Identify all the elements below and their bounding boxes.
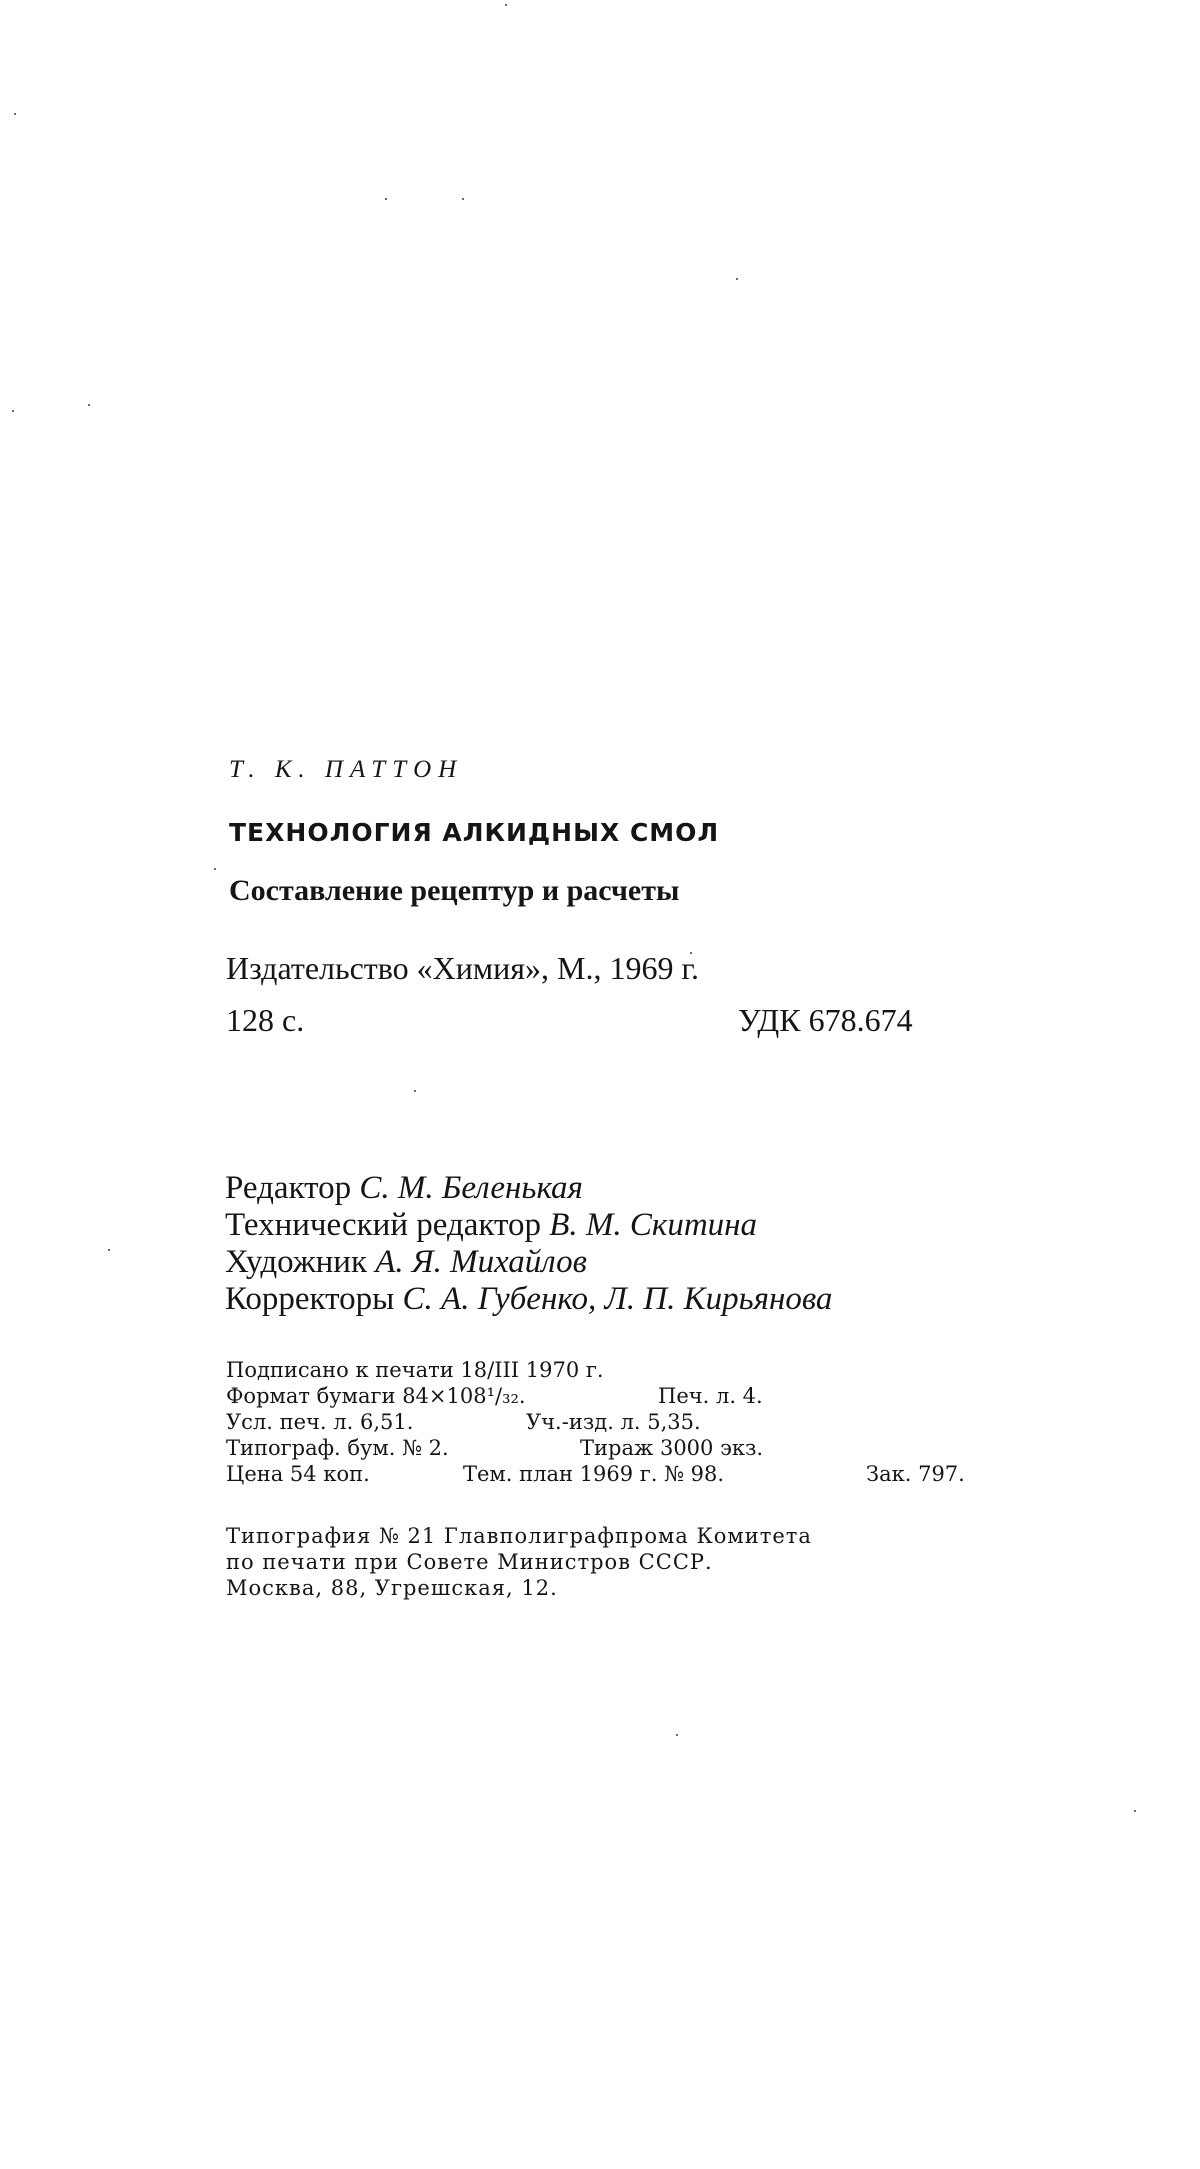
book-subtitle: Составление рецептур и расчеты	[229, 874, 680, 907]
editor-credit	[225, 1170, 583, 1207]
paper-type: Типограф. бум. № 2.	[226, 1436, 449, 1460]
artist-credit	[225, 1244, 587, 1281]
printed-sheets: Печ. л. 4.	[658, 1384, 763, 1408]
tech-editor-name: В. М. Скитина	[549, 1207, 758, 1243]
book-title: ТЕХНОЛОГИЯ АЛКИДНЫХ СМОЛ	[229, 818, 720, 847]
scan-speck	[736, 278, 738, 280]
print-signed: Подписано к печати 18/III 1970 г.	[226, 1358, 604, 1382]
page-count: 128 с.	[226, 1002, 305, 1038]
artist-label: Художник	[225, 1244, 367, 1280]
editor-name: С. М. Беленькая	[359, 1170, 583, 1206]
scan-speck	[214, 868, 216, 870]
publisher-line: Издательство «Химия», М., 1969 г.	[226, 950, 699, 986]
printing-house-line: Типография № 21 Главполиграфпрома Комитета	[226, 1524, 812, 1548]
tech-editor-label: Технический редактор	[225, 1207, 541, 1243]
scan-speck	[385, 198, 387, 200]
editor-label: Редактор	[225, 1170, 352, 1206]
scan-speck	[108, 1249, 110, 1251]
scan-speck	[462, 198, 464, 200]
scan-speck	[14, 113, 16, 115]
printing-house-line: по печати при Совете Министров СССР.	[226, 1550, 713, 1574]
proofreaders-credit	[225, 1281, 832, 1318]
print-run: Тираж 3000 экз.	[580, 1436, 764, 1460]
proofreaders-label: Корректоры	[225, 1281, 395, 1317]
proofreaders-names: С. А. Губенко, Л. П. Кирьянова	[402, 1281, 833, 1317]
publishing-sheets: Уч.-изд. л. 5,35.	[526, 1410, 701, 1434]
scan-speck	[414, 1090, 416, 1092]
printing-house-line: Москва, 88, Угрешская, 12.	[226, 1576, 558, 1600]
price: Цена 54 коп.	[226, 1462, 370, 1486]
scan-speck	[676, 1734, 678, 1736]
scan-speck	[1134, 1810, 1136, 1812]
thematic-plan: Тем. план 1969 г. № 98.	[463, 1462, 725, 1486]
conventional-sheets: Усл. печ. л. 6,51.	[226, 1410, 414, 1434]
author-name: Т. К. ПАТТОН	[229, 756, 464, 783]
scan-speck	[12, 410, 14, 412]
order-number: Зак. 797.	[866, 1462, 965, 1486]
scan-speck	[88, 404, 90, 406]
scan-speck	[505, 4, 507, 6]
paper-format: Формат бумаги 84×108¹/₃₂.	[226, 1384, 526, 1408]
udk-code: УДК 678.674	[738, 1002, 913, 1038]
tech-editor-credit	[225, 1207, 757, 1244]
artist-name: А. Я. Михайлов	[375, 1244, 587, 1280]
